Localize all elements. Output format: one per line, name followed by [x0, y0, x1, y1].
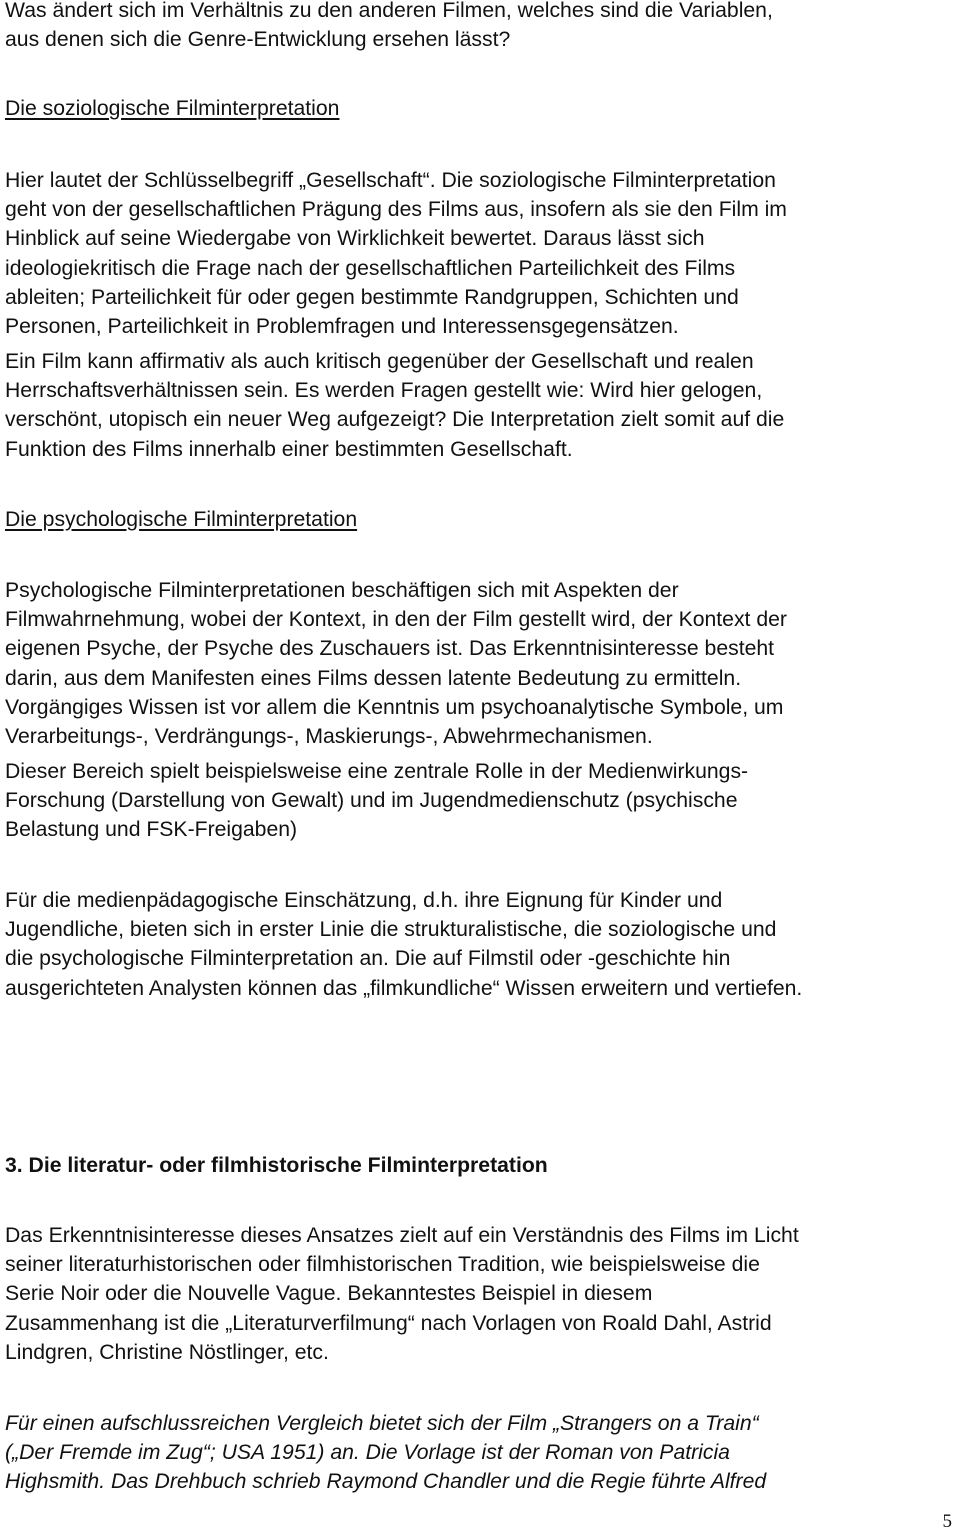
text-line: Hinblick auf seine Wiedergabe von Wirklichkeit bewertet. Daraus lässt sich [5, 227, 705, 251]
section-heading-psychologisch: Die psychologische Filminterpretation [5, 508, 358, 531]
soziologisch-paragraph-1 [5, 166, 957, 341]
psychologisch-paragraph-1 [5, 576, 957, 751]
psychologisch-paragraph-3 [5, 886, 957, 1003]
text-line: Vorgängiges Wissen ist vor allem die Kenntnis um psychoanalytische Symbole, um [5, 695, 784, 719]
section-heading-soziologisch: Die soziologische Filminterpretation [5, 97, 340, 120]
text-line: Filmwahrnehmung, wobei der Kontext, in den der Film gestellt wird, der Kontext der [5, 608, 787, 632]
text-line: ideologiekritisch die Frage nach der gesellschaftlichen Parteilichkeit des Films [5, 256, 736, 280]
text-line: („Der Fremde im Zug“; USA 1951) an. Die Vorlage ist der Roman von Patricia [5, 1441, 730, 1465]
text-line: ausgerichteten Analysten können das „filmkundliche“ Wissen erweitern und vertiefen. [5, 976, 803, 1000]
text-line: Belastung und FSK-Freigaben) [5, 818, 298, 842]
text-line: Highsmith. Das Drehbuch schrieb Raymond Chandler und die Regie führte Alfred [5, 1470, 767, 1494]
soziologisch-paragraph-2 [5, 347, 957, 464]
text-line: Das Erkenntnisinteresse dieses Ansatzes zielt auf ein Verständnis des Films im Licht [5, 1224, 799, 1247]
text-line: Psychologische Filminterpretationen beschäftigen sich mit Aspekten der [5, 579, 679, 602]
text-line: Hier lautet der Schlüsselbegriff „Gesellschaft“. Die soziologische Filminterpretation [5, 169, 776, 192]
text-line: Zusammenhang ist die „Literaturverfilmung“ nach Vorlagen von Roald Dahl, Astrid [5, 1311, 772, 1335]
text-line: Lindgren, Christine Nöstlinger, etc. [5, 1340, 329, 1364]
text-line: Forschung (Darstellung von Gewalt) und im Jugendmedienschutz (psychische [5, 789, 738, 813]
text-line: aus denen sich die Genre-Entwicklung ersehen lässt? [5, 28, 511, 52]
text-line: Funktion des Films innerhalb einer bestimmten Gesellschaft. [5, 437, 573, 461]
text-line: darin, aus dem Manifesten eines Films dessen latente Bedeutung zu ermitteln. [5, 666, 742, 690]
page-number: 5 [942, 1511, 952, 1532]
text-line: Dieser Bereich spielt beispielsweise eine zentrale Rolle in der Medienwirkungs- [5, 760, 749, 783]
text-line: seiner literaturhistorischen oder filmhistorischen Tradition, wie beispielsweise die [5, 1253, 760, 1277]
text-line: Personen, Parteilichkeit in Problemfragen und Interessensgegensätzen. [5, 315, 679, 339]
text-line: Ein Film kann affirmativ als auch kritisch gegenüber der Gesellschaft und realen [5, 350, 754, 373]
psychologisch-paragraph-2 [5, 757, 957, 845]
text-line: Verarbeitungs-, Verdrängungs-, Maskierungs-, Abwehrmechanismen. [5, 725, 653, 749]
text-line: Herrschaftsverhältnissen sein. Es werden Fragen gestellt wie: Wird hier gelogen, [5, 379, 763, 403]
intro-paragraph [5, 0, 957, 54]
text-line: Was ändert sich im Verhältnis zu den anderen Filmen, welches sind die Variablen, [5, 0, 773, 22]
text-line: die psychologische Filminterpretation an. Die auf Filmstil oder -geschichte hin [5, 947, 731, 971]
text-line: ableiten; Parteilichkeit für oder gegen bestimmte Randgruppen, Schichten und [5, 285, 739, 309]
text-line: geht von der gesellschaftlichen Prägung des Films aus, insofern als sie den Film im [5, 198, 787, 222]
text-line: eigenen Psyche, der Psyche des Zuschauers ist. Das Erkenntnisinteresse besteht [5, 637, 775, 661]
text-line: Für einen aufschlussreichen Vergleich bietet sich der Film „Strangers on a Train“ [5, 1412, 759, 1435]
historisch-paragraph-2 [5, 1409, 957, 1497]
section-heading-historisch: 3. Die literatur- oder filmhistorische Filminterpretation [5, 1154, 548, 1177]
text-line: Jugendliche, bieten sich in erster Linie die strukturalistische, die soziologische und [5, 918, 777, 942]
text-line: verschönt, utopisch ein neuer Weg aufgezeigt? Die Interpretation zielt somit auf die [5, 408, 785, 432]
text-line: Für die medienpädagogische Einschätzung, d.h. ihre Eignung für Kinder und [5, 889, 723, 912]
text-line: Serie Noir oder die Nouvelle Vague. Bekanntestes Beispiel in diesem [5, 1282, 653, 1306]
historisch-paragraph-1 [5, 1221, 957, 1367]
